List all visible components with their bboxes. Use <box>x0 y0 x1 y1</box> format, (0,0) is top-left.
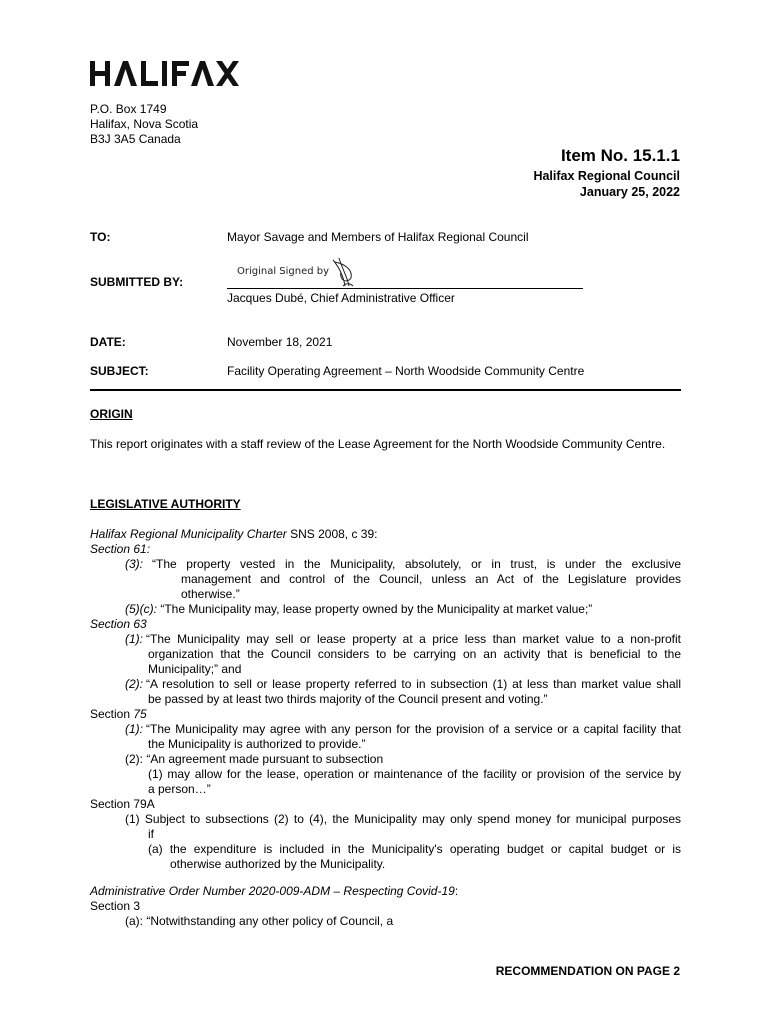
section-61-heading: Section 61: <box>90 542 151 556</box>
s63-2-line1: “A resolution to sell or lease property referred to in subsection (1) at less than market value shall <box>146 677 681 691</box>
subject-label: SUBJECT: <box>90 364 149 378</box>
s75-2-line2: (1) may allow for the lease, operation or maintenance of the facility or provision of the service by <box>148 767 681 781</box>
s75-2-line3: a person…” <box>148 782 211 796</box>
date-value: November 18, 2021 <box>227 335 333 349</box>
section-75-heading: Section 75 <box>90 707 147 721</box>
legislative-heading: LEGISLATIVE AUTHORITY <box>90 497 241 511</box>
s61-3-line3: otherwise.” <box>181 587 240 601</box>
submitted-by-value: Jacques Dubé, Chief Administrative Officer <box>227 291 455 305</box>
council-name: Halifax Regional Council <box>533 169 680 183</box>
section-79a-heading: Section 79A <box>90 797 155 811</box>
halifax-logo-mark <box>90 59 240 89</box>
council-block <box>533 168 680 200</box>
to-value: Mayor Savage and Members of Halifax Regional Council <box>227 230 529 244</box>
subject-value: Facility Operating Agreement – North Woodside Community Centre <box>227 364 585 378</box>
council-date: January 25, 2022 <box>579 185 680 199</box>
s61-5c-line: (5)(c): “The Municipality may, lease property owned by the Municipality at market value;” <box>125 602 593 616</box>
s63-1-line2: organization that the Council considers to be carrying on an activity that is beneficial to the <box>148 647 681 661</box>
s63-1-ref: (1): <box>125 632 143 646</box>
signature-line <box>227 288 583 289</box>
s63-2-line2: be passed by at least two thirds majority of the Council present and voting.” <box>148 692 548 706</box>
s61-3-line2: management and control of the Council, unless an Act of the Legislature provides <box>181 572 681 586</box>
s63-2-ref: (2): <box>125 677 143 691</box>
address-block <box>90 102 198 147</box>
halifax-logo <box>90 59 240 89</box>
section-3-heading: Section 3 <box>90 899 141 913</box>
s75-1-line2: the Municipality is authorized to provide.” <box>148 737 366 751</box>
s3-a-line: (a): “Notwithstanding any other policy of Council, a <box>125 914 394 928</box>
date-label: DATE: <box>90 335 126 349</box>
to-label: TO: <box>90 230 111 244</box>
address-line: Halifax, Nova Scotia <box>90 117 199 131</box>
s63-1-line1: “The Municipality may sell or lease property at a price less than market value to a non-profit <box>146 632 681 646</box>
s75-1-line1: “The Municipality may agree with any person for the provision of a service or a capital facility that <box>146 722 681 736</box>
s79a-1-line2: if <box>148 827 154 841</box>
origin-text: This report originates with a staff review of the Lease Agreement for the North Woodside Community Centre. <box>90 437 666 451</box>
charter-citation: SNS 2008, c 39: <box>286 527 378 541</box>
recommendation-footer: RECOMMENDATION ON PAGE 2 <box>495 964 680 978</box>
s63-1-line3: Municipality;” and <box>148 662 242 676</box>
address-line: P.O. Box 1749 <box>90 102 167 116</box>
s79a-a-line2: otherwise authorized by the Municipality. <box>170 857 386 871</box>
divider-rule <box>90 389 681 391</box>
origin-heading: ORIGIN <box>90 407 133 421</box>
s61-3-line1: “The property vested in the Municipality, absolutely, or in trust, is under the exclusive <box>152 557 681 571</box>
s75-1-ref: (1): <box>125 722 143 736</box>
charter-title: Halifax Regional Municipality Charter <box>90 527 287 541</box>
section-63-heading: Section 63 <box>90 617 147 631</box>
charter-line <box>90 527 378 542</box>
s75-2-line1: (2): “An agreement made pursuant to subsection <box>125 752 384 766</box>
signature-mark <box>235 256 365 290</box>
signature-text: Original Signed by <box>237 266 330 277</box>
admin-order-line: Administrative Order Number 2020-009-ADM – Respecting Covid-19: <box>90 884 459 898</box>
item-number: Item No. 15.1.1 <box>560 146 680 165</box>
address-line: B3J 3A5 Canada <box>90 132 181 146</box>
signature <box>235 256 365 290</box>
s79a-1-line1: (1) Subject to subsections (2) to (4), the Municipality may only spend money for municipal purposes <box>125 812 681 826</box>
submitted-by-label: SUBMITTED BY: <box>90 275 184 289</box>
s79a-a-line1: (a) the expenditure is included in the Municipality's operating budget or capital budget or is <box>148 842 681 856</box>
s61-3-ref: (3): <box>125 557 143 571</box>
